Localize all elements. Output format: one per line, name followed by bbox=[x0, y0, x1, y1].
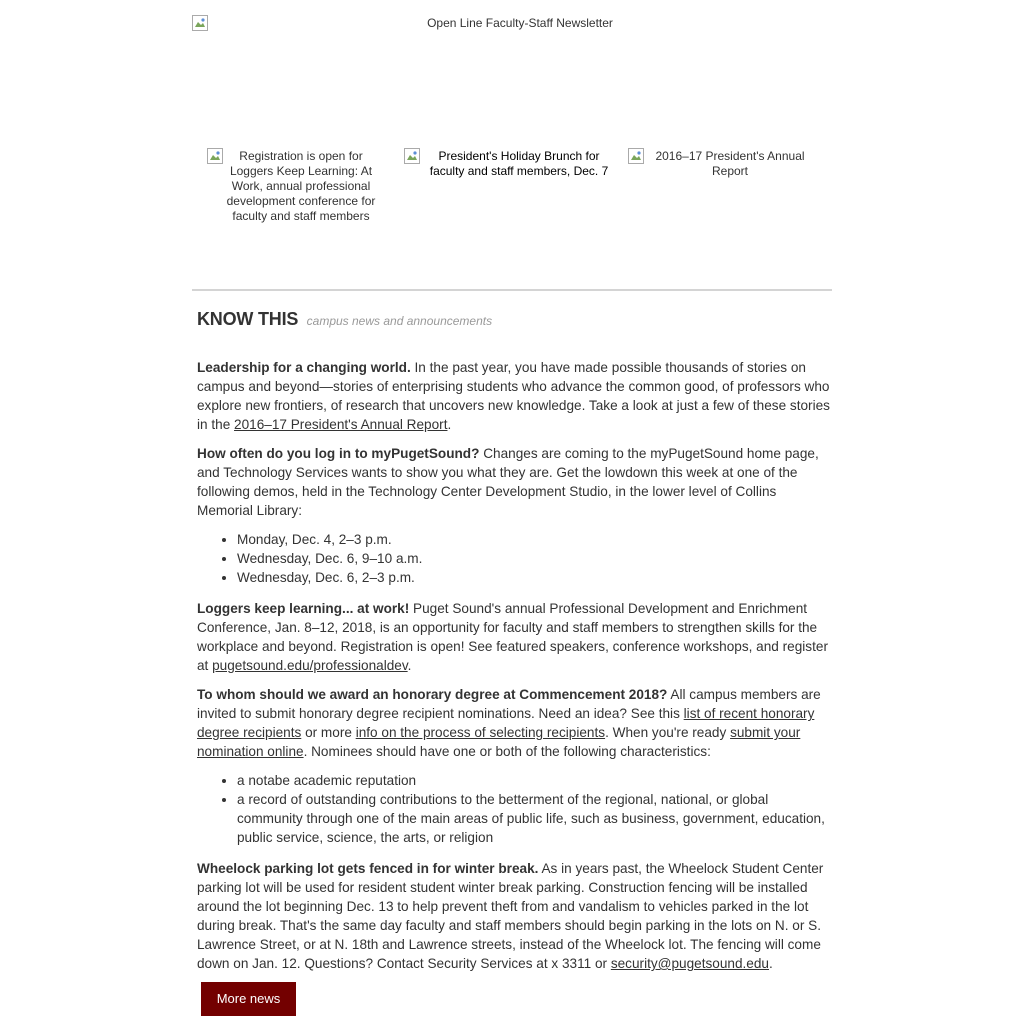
punctuation: . bbox=[768, 956, 773, 971]
news-text: . When you're ready bbox=[605, 725, 731, 740]
section-subtitle: campus news and announcements bbox=[306, 314, 493, 328]
news-heading: To whom should we award an honorary degree at Commencement 2018? bbox=[197, 687, 668, 702]
newsletter-banner-alt[interactable]: Open Line Faculty-Staff Newsletter bbox=[427, 16, 613, 30]
feature-brunch-alt[interactable]: President's Holiday Brunch for faculty and staff members, Dec. 7 bbox=[429, 149, 609, 178]
nomination-online-link[interactable]: submit your nomination online bbox=[197, 725, 801, 759]
news-text: Puget Sound's annual Professional Development and Enrichment Conference, Jan. 8–12, 2018, is an opportunity for faculty and staff members to strengthen skills for the workplace and beyond. Registration is open! See featured speakers, conference workshops, and register at bbox=[197, 601, 828, 673]
news-item-loggers bbox=[197, 599, 831, 675]
list-item: • a notabe academic reputation bbox=[237, 771, 831, 790]
selection-process-link[interactable]: info on the process of selecting recipients bbox=[355, 725, 606, 740]
professionaldev-link[interactable]: pugetsound.edu/professionaldev bbox=[212, 658, 408, 673]
section-divider bbox=[192, 289, 832, 291]
feature-annual-report-alt[interactable]: 2016–17 President's Annual Report bbox=[655, 149, 805, 178]
news-text: Changes are coming to the myPugetSound home page, and Technology Services wants to show you what they are. Get the lowdown this week at one of the following demos, held in the Technology Center Development Studio, in the lower level of Collins Memorial Library: bbox=[197, 446, 819, 518]
news-heading: Loggers keep learning... at work! bbox=[197, 601, 410, 616]
news-text: or more bbox=[301, 725, 356, 740]
feature-registration-alt[interactable]: Registration is open for Loggers Keep Learning: At Work, annual professional development conference for faculty and staff members bbox=[226, 149, 376, 223]
news-item-mypugetsound bbox=[197, 444, 831, 520]
news-item-leadership bbox=[197, 358, 831, 434]
news-heading: How often do you log in to myPugetSound? bbox=[197, 446, 480, 461]
more-news-button[interactable]: More news bbox=[201, 982, 296, 1016]
news-text: As in years past, the Wheelock Student Center parking lot will be used for resident student winter break parking. Construction fencing will be installed around the lot beginning Dec. 13 to help prevent theft from and vandalism to vehicles parked in the lot during break. That's the same day faculty and staff members should begin parking in the lots on N. or S. Lawrence Street, or at N. 18th and Lawrence streets, instead of the Wheelock lot. The fencing will come down on Jan. 12. Questions? Contact Security Services at x 3311 or bbox=[197, 861, 824, 971]
list-item: • Wednesday, Dec. 6, 9–10 a.m. bbox=[237, 549, 831, 568]
news-text: . Nominees should have one or both of the following characteristics: bbox=[303, 744, 711, 759]
news-text: All campus members are invited to submit honorary degree recipient nominations. Need an idea? See this bbox=[197, 687, 821, 721]
broken-image-icon bbox=[628, 148, 644, 164]
broken-image-icon bbox=[404, 148, 420, 164]
list-item: • a record of outstanding contributions to the betterment of the regional, national, or global community through one of the main areas of public life, such as business, government, education, public service, science, the arts, or religion bbox=[237, 790, 831, 847]
security-email-link[interactable]: security@pugetsound.edu bbox=[610, 956, 769, 971]
news-content bbox=[197, 358, 831, 983]
news-text: In the past year, you have made possible thousands of stories on campus and beyond—stories of enterprising students who advance the common good, of professors who explore new frontiers, of research that uncovers new knowledge. Take a look at just a few of these stories in the bbox=[197, 360, 830, 432]
news-heading: Leadership for a changing world. bbox=[197, 360, 411, 375]
punctuation: . bbox=[447, 417, 452, 432]
broken-image-icon bbox=[192, 15, 208, 31]
news-item-honorary bbox=[197, 685, 831, 761]
section-title: KNOW THIS bbox=[197, 309, 299, 329]
news-item-wheelock bbox=[197, 859, 831, 973]
section-header bbox=[197, 309, 492, 330]
news-heading: Wheelock parking lot gets fenced in for winter break. bbox=[197, 861, 539, 876]
demo-list bbox=[197, 530, 831, 587]
traits-list bbox=[197, 771, 831, 847]
annual-report-link[interactable]: 2016–17 President's Annual Report bbox=[234, 417, 448, 432]
honorary-recipients-link[interactable]: list of recent honorary degree recipients bbox=[197, 706, 815, 740]
list-item: • Wednesday, Dec. 6, 2–3 p.m. bbox=[237, 568, 831, 587]
punctuation: . bbox=[407, 658, 412, 673]
list-item: • Monday, Dec. 4, 2–3 p.m. bbox=[237, 530, 831, 549]
